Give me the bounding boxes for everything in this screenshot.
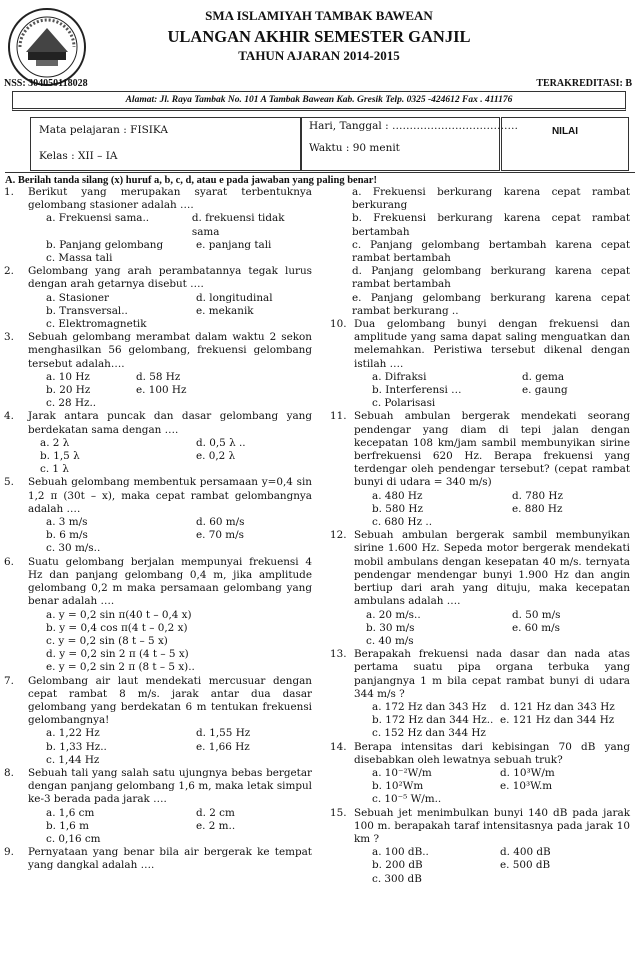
options-12 bbox=[330, 609, 630, 649]
option-10a[interactable]: a. Difraksi bbox=[372, 370, 427, 383]
option-12b[interactable]: b. 30 m/s bbox=[366, 621, 415, 634]
option-5a[interactable]: a. 3 m/s bbox=[46, 516, 88, 529]
option-9b[interactable]: b. Frekuensi berkurang karena cepat rambat bertambah bbox=[352, 212, 630, 238]
options-1 bbox=[4, 212, 312, 265]
option-11e[interactable]: e. 880 Hz bbox=[512, 502, 563, 515]
options-6 bbox=[4, 609, 312, 675]
option-13e[interactable]: e. 121 Hz dan 344 Hz bbox=[500, 714, 615, 727]
option-13c[interactable]: c. 152 Hz dan 344 Hz bbox=[372, 727, 486, 740]
option-10b[interactable]: b. Interferensi … bbox=[372, 384, 462, 397]
option-9e[interactable]: e. Panjang gelombang berkurang karena cepat rambat berkurang .. bbox=[352, 291, 630, 317]
subject-label: Mata pelajaran : FISIKA bbox=[39, 124, 168, 136]
question-7: 7. Gelombang air laut mendekati mercusuar dengan cepat rambat 8 m/s. jarak antar dua dasar gelombang yang berdekatan 6 m tentukan frekuensi gelombangnya! bbox=[4, 674, 312, 727]
subject-box bbox=[30, 117, 302, 171]
option-13b[interactable]: b. 172 Hz dan 344 Hz.. bbox=[372, 714, 494, 727]
question-13: 13. Berapakah frekuensi nada dasar dan nada atas pertama suatu pipa organa terbuka yang panjangnya 1 m bila cepat rambat bunyi di udara 344 m/s ? bbox=[330, 648, 630, 700]
option-12e[interactable]: e. 60 m/s bbox=[512, 621, 560, 634]
option-3b[interactable]: b. 20 Hz bbox=[46, 384, 91, 397]
date-box bbox=[300, 117, 518, 171]
option-15b[interactable]: b. 200 dB bbox=[372, 859, 423, 872]
option-1c[interactable]: c. Massa tali bbox=[46, 252, 113, 265]
question-8: 8. Sebuah tali yang salah satu ujungnya bebas bergetar dengan panjang gelombang 1,6 m, maka letak simpul ke-3 berada pada jarak …. bbox=[4, 766, 312, 806]
option-3d[interactable]: d. 58 Hz bbox=[136, 370, 181, 383]
option-7b[interactable]: b. 1,33 Hz.. bbox=[46, 740, 107, 753]
option-6a[interactable]: a. y = 0,2 sin π(40 t – 0,4 x) bbox=[46, 608, 192, 621]
option-11c[interactable]: c. 680 Hz .. bbox=[372, 516, 433, 529]
left-column bbox=[4, 186, 312, 873]
option-1a[interactable]: a. Frekuensi sama.. bbox=[46, 212, 150, 225]
option-3e[interactable]: e. 100 Hz bbox=[136, 384, 187, 397]
right-column bbox=[330, 186, 630, 886]
option-10e[interactable]: e. gaung bbox=[522, 384, 568, 397]
option-11b[interactable]: b. 580 Hz bbox=[372, 502, 423, 515]
option-5d[interactable]: d. 60 m/s bbox=[196, 516, 245, 529]
question-11: 11. Sebuah ambulan bergerak mendekati seorang pendengar yang diam di tepi jalan dengan kecepatan 108 km/jam sambil membunyikan sirine berfrekuensi 620 Hz. Berapa frekuensi yang terdengar oleh pendengar tersebut? (cepat rambat bunyi di udara = 340 m/s) bbox=[330, 410, 630, 489]
date-field: Hari, Tanggal : ……………………………… bbox=[309, 120, 518, 132]
option-8e[interactable]: e. 2 m.. bbox=[196, 819, 236, 832]
option-6d[interactable]: d. y = 0,2 sin 2 π (4 t – 5 x) bbox=[46, 648, 189, 661]
option-9c[interactable]: c. Panjang gelombang bertambah karena cepat rambat bertambah bbox=[352, 238, 630, 265]
school-address: Alamat: Jl. Raya Tambak No. 101 A Tambak Bawean Kab. Gresik Telp. 0325 -424612 Fax . 411176 bbox=[12, 91, 626, 111]
option-12a[interactable]: a. 20 m/s.. bbox=[366, 608, 421, 621]
options-8 bbox=[4, 807, 312, 847]
option-4e[interactable]: e. 0,2 λ bbox=[196, 450, 236, 463]
question-14: 14. Berapa intensitas dari kebisingan 70 dB yang disebabkan oleh lewatnya sebuah truk? bbox=[330, 740, 630, 766]
option-7c[interactable]: c. 1,44 Hz bbox=[46, 753, 100, 766]
score-label: NILAI bbox=[551, 126, 579, 137]
option-3a[interactable]: a. 10 Hz bbox=[46, 370, 90, 383]
question-10: 10. Dua gelombang bunyi dengan frekuensi dan amplitude yang sama dapat saling menguatkan dan melemahkan. Peristiwa tersebut dikenal dengan istilah …. bbox=[330, 318, 630, 370]
option-6e[interactable]: e. y = 0,2 sin 2 π (8 t – 5 x).. bbox=[46, 661, 195, 674]
option-10d[interactable]: d. gema bbox=[522, 370, 565, 383]
option-15d[interactable]: d. 400 dB bbox=[500, 846, 551, 859]
question-3: 3. Sebuah gelombang merambat dalam waktu 2 sekon menghasilkan 56 gelombang, frekuensi gelombang tersebut adalah…. bbox=[4, 331, 312, 370]
option-13a[interactable]: a. 172 Hz dan 343 Hz bbox=[372, 700, 487, 713]
options-5 bbox=[4, 516, 312, 556]
question-1: 1. Berikut yang merupakan syarat terbentuknya gelombang stasioner adalah …. bbox=[4, 186, 312, 212]
class-label: Kelas : XII – IA bbox=[39, 150, 118, 162]
option-4c[interactable]: c. 1 λ bbox=[40, 463, 69, 476]
option-8a[interactable]: a. 1,6 cm bbox=[46, 806, 95, 819]
option-14e[interactable]: e. 10³W.m bbox=[500, 780, 553, 793]
question-15: 15. Sebuah jet menimbulkan bunyi 140 dB pada jarak 100 m. berapakah taraf intensitasnya pada jarak 10 km ? bbox=[330, 806, 630, 845]
option-5e[interactable]: e. 70 m/s bbox=[196, 529, 244, 542]
option-15a[interactable]: a. 100 dB.. bbox=[372, 846, 429, 859]
options-4 bbox=[4, 437, 312, 477]
option-14b[interactable]: b. 10²Wm bbox=[372, 780, 424, 793]
option-6c[interactable]: c. y = 0,2 sin (8 t – 5 x) bbox=[46, 634, 168, 647]
option-2c[interactable]: c. Elektromagnetik bbox=[46, 318, 147, 331]
accreditation: TERAKREDITASI: B bbox=[536, 78, 632, 89]
options-7 bbox=[4, 727, 312, 767]
question-9: 9. Pernyataan yang benar bila air bergerak ke tempat yang dangkal adalah …. bbox=[4, 846, 312, 872]
options-11 bbox=[330, 490, 630, 530]
option-2d[interactable]: d. longitudinal bbox=[196, 291, 273, 304]
option-2b[interactable]: b. Transversal.. bbox=[46, 304, 128, 317]
option-14c[interactable]: c. 10⁻⁵ W/m.. bbox=[372, 793, 442, 806]
option-5b[interactable]: b. 6 m/s bbox=[46, 529, 88, 542]
options-2 bbox=[4, 292, 312, 332]
option-15e[interactable]: e. 500 dB bbox=[500, 859, 551, 872]
option-8d[interactable]: d. 2 cm bbox=[196, 806, 235, 819]
option-1b[interactable]: b. Panjang gelombang bbox=[46, 238, 164, 251]
option-1d[interactable]: d. frekuensi tidak sama bbox=[191, 212, 285, 238]
option-2e[interactable]: e. mekanik bbox=[196, 304, 254, 317]
option-7d[interactable]: d. 1,55 Hz bbox=[196, 727, 251, 740]
options-10 bbox=[330, 371, 630, 411]
option-13d[interactable]: d. 121 Hz dan 343 Hz bbox=[500, 700, 615, 713]
question-6: 6. Suatu gelombang berjalan mempunyai frekuensi 4 Hz dan panjang gelombang 0,4 m, jika amplitude gelombang 0,2 m maka persamaan gelombang yang benar adalah …. bbox=[4, 555, 312, 608]
academic-year: TAHUN AJARAN 2014-2015 bbox=[238, 48, 400, 63]
question-2: 2. Gelombang yang arah perambatannya tegak lurus dengan arah getarnya disebut …. bbox=[4, 265, 312, 291]
option-12d[interactable]: d. 50 m/s bbox=[512, 608, 561, 621]
option-11d[interactable]: d. 780 Hz bbox=[512, 489, 563, 502]
time-label: Waktu : 90 menit bbox=[309, 142, 400, 154]
options-15 bbox=[330, 846, 630, 886]
option-4d[interactable]: d. 0,5 λ .. bbox=[196, 436, 246, 449]
option-14a[interactable]: a. 10⁻²W/m bbox=[372, 766, 432, 779]
nss-number: NSS: 304050118028 bbox=[4, 78, 88, 89]
option-14d[interactable]: d. 10³W/m bbox=[500, 766, 555, 779]
option-8c[interactable]: c. 0,16 cm bbox=[46, 832, 101, 845]
option-2a[interactable]: a. Stasioner bbox=[46, 291, 110, 304]
options-9 bbox=[330, 186, 630, 318]
option-9a[interactable]: a. Frekuensi berkurang karena cepat rambat berkurang bbox=[352, 186, 630, 212]
question-5: 5. Sebuah gelombang membentuk persamaan y=0,4 sin 1,2 π (30t – x), maka cepat rambat gelombangnya adalah …. bbox=[4, 476, 312, 515]
section-a-instruction: A. Berilah tanda silang (x) huruf a, b, c, d, atau e pada jawaban yang paling benar! bbox=[5, 172, 635, 187]
option-9d[interactable]: d. Panjang gelombang berkurang karena cepat rambat bertambah bbox=[352, 265, 630, 291]
exam-title: ULANGAN AKHIR SEMESTER GANJIL bbox=[167, 27, 471, 46]
option-15c[interactable]: c. 300 dB bbox=[372, 872, 422, 885]
question-4: 4. Jarak antara puncak dan dasar gelombang yang berdekatan sama dengan …. bbox=[4, 410, 312, 436]
options-3 bbox=[4, 371, 312, 411]
option-11a[interactable]: a. 480 Hz bbox=[372, 489, 423, 502]
option-4a[interactable]: a. 2 λ bbox=[40, 436, 70, 449]
option-5c[interactable]: c. 30 m/s.. bbox=[46, 542, 101, 555]
option-7e[interactable]: e. 1,66 Hz bbox=[196, 740, 250, 753]
option-7a[interactable]: a. 1,22 Hz bbox=[46, 727, 100, 740]
option-4b[interactable]: b. 1,5 λ bbox=[40, 450, 80, 463]
option-10c[interactable]: c. Polarisasi bbox=[372, 397, 436, 410]
option-3c[interactable]: c. 28 Hz.. bbox=[46, 397, 97, 410]
question-12: 12. Sebuah ambulan bergerak sambil membunyikan sirine 1.600 Hz. Sepeda motor bergerak mendekati mobil ambulans dengan kesepatan 40 m/s. ternyata pendengar mendengar bunyi 1.900 Hz dan angin bertiup dari arah yang dituju, maka kecepatan ambulans adalah …. bbox=[330, 529, 630, 608]
school-name: SMA ISLAMIYAH TAMBAK BAWEAN bbox=[205, 8, 433, 23]
option-1e[interactable]: e. panjang tali bbox=[196, 238, 272, 251]
options-13 bbox=[330, 701, 630, 741]
option-8b[interactable]: b. 1,6 m bbox=[46, 819, 89, 832]
options-14 bbox=[330, 767, 630, 807]
option-12c[interactable]: c. 40 m/s bbox=[366, 634, 414, 647]
option-6b[interactable]: b. y = 0,4 cos π(4 t – 0,2 x) bbox=[46, 621, 188, 634]
score-box bbox=[501, 117, 629, 171]
